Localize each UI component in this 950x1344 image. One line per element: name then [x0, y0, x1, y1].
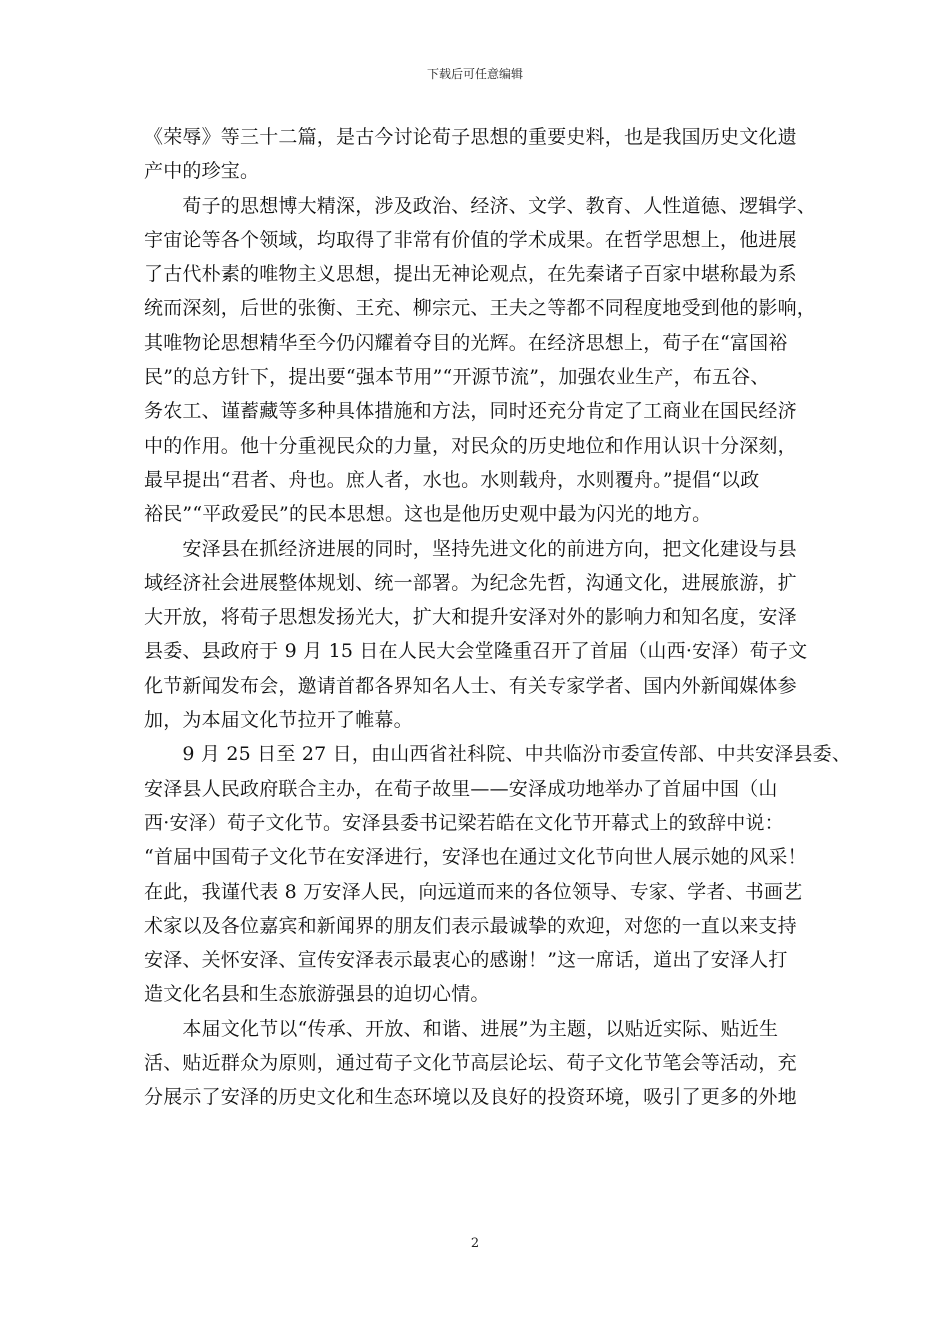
text-line: 《荣辱》等三十二篇，是古今讨论荀子思想的重要史料，也是我国历史文化遗: [144, 126, 797, 148]
text-line: 安泽县在抓经济进展的同时，坚持先进文化的前进方向，把文化建设与县: [144, 537, 797, 560]
text-line: 其唯物论思想精华至今仍闪耀着夺目的光辉。在经济思想上，荀子在“富国裕: [144, 331, 788, 354]
text-line: 统而深刻，后世的张衡、王充、柳宗元、王夫之等都不同程度地受到他的影响，: [144, 297, 817, 320]
text-line: 民”的总方针下，提出要“强本节用”“开源节流”，加强农业生产，布五谷、: [144, 366, 770, 389]
text-line: 中的作用。他十分重视民众的力量，对民众的历史地位和作用认识十分深刻，: [144, 434, 797, 457]
text-line: 在此，我谨代表 8 万安泽人民，向远道而来的各位领导、专家、学者、书画艺: [144, 880, 803, 903]
text-line: 化节新闻发布会，邀请首都各界知名人士、有关专家学者、国内外新闻媒体参: [144, 674, 797, 697]
text-line: 县委、县政府于 9 月 15 日在人民大会堂隆重召开了首届（山西·安泽）荀子文: [144, 640, 808, 663]
text-line: 安泽县人民政府联合主办，在荀子故里——安泽成功地举办了首届中国（山: [144, 777, 778, 800]
text-line: 术家以及各位嘉宾和新闻界的朋友们表示最诚挚的欢迎，对您的一直以来支持: [144, 914, 797, 937]
text-line: 本届文化节以“传承、开放、和谐、进展”为主题，以贴近实际、贴近生: [144, 1017, 779, 1040]
text-line: 域经济社会进展整体规划、统一部署。为纪念先哲，沟通文化，进展旅游，扩: [144, 571, 797, 594]
text-line: 产中的珍宝。: [144, 160, 260, 183]
document-body: [144, 120, 852, 1115]
text-line: 裕民”“平政爱民”的民本思想。这也是他历史观中最为闪光的地方。: [144, 503, 712, 526]
text-line: “首届中国荀子文化节在安泽进行，安泽也在通过文化节向世人展示她的风采！: [144, 846, 807, 869]
text-line: 9 月 25 日至 27 日，由山西省社科院、中共临汾市委宣传部、中共安泽县委、: [144, 743, 852, 766]
text-line: 宇宙论等各个领域，均取得了非常有价值的学术成果。在哲学思想上，他进展: [144, 228, 797, 251]
text-line: 分展示了安泽的历史文化和生态环境以及良好的投资环境，吸引了更多的外地: [144, 1086, 797, 1109]
text-line: 加，为本届文化节拉开了帷幕。: [144, 709, 413, 732]
text-line: 最早提出“君者、舟也。庶人者，水也。水则载舟，水则覆舟。”提倡“以政: [144, 468, 760, 491]
text-line: 活、贴近群众为原则，通过荀子文化节高层论坛、荀子文化节笔会等活动，充: [144, 1052, 797, 1075]
text-line: 大开放，将荀子思想发扬光大，扩大和提升安泽对外的影响力和知名度，安泽: [144, 606, 797, 629]
text-line: 荀子的思想博大精深，涉及政治、经济、文学、教育、人性道德、逻辑学、: [144, 194, 817, 217]
text-line: 造文化名县和生态旅游强县的迫切心情。: [144, 983, 490, 1006]
text-line: 务农工、谨蓄藏等多种具体措施和方法，同时还充分肯定了工商业在国民经济: [144, 400, 797, 423]
text-line: 安泽、关怀安泽、宣传安泽表示最衷心的感谢！”这一席话，道出了安泽人打: [144, 949, 788, 972]
page-number: 2: [470, 1236, 480, 1251]
page-header: 下载后可任意编辑: [426, 67, 523, 81]
text-line: 了古代朴素的唯物主义思想，提出无神论观点，在先秦诸子百家中堪称最为系: [144, 263, 797, 286]
text-line: 西·安泽）荀子文化节。安泽县委书记梁若皓在文化节开幕式上的致辞中说：: [144, 811, 784, 834]
